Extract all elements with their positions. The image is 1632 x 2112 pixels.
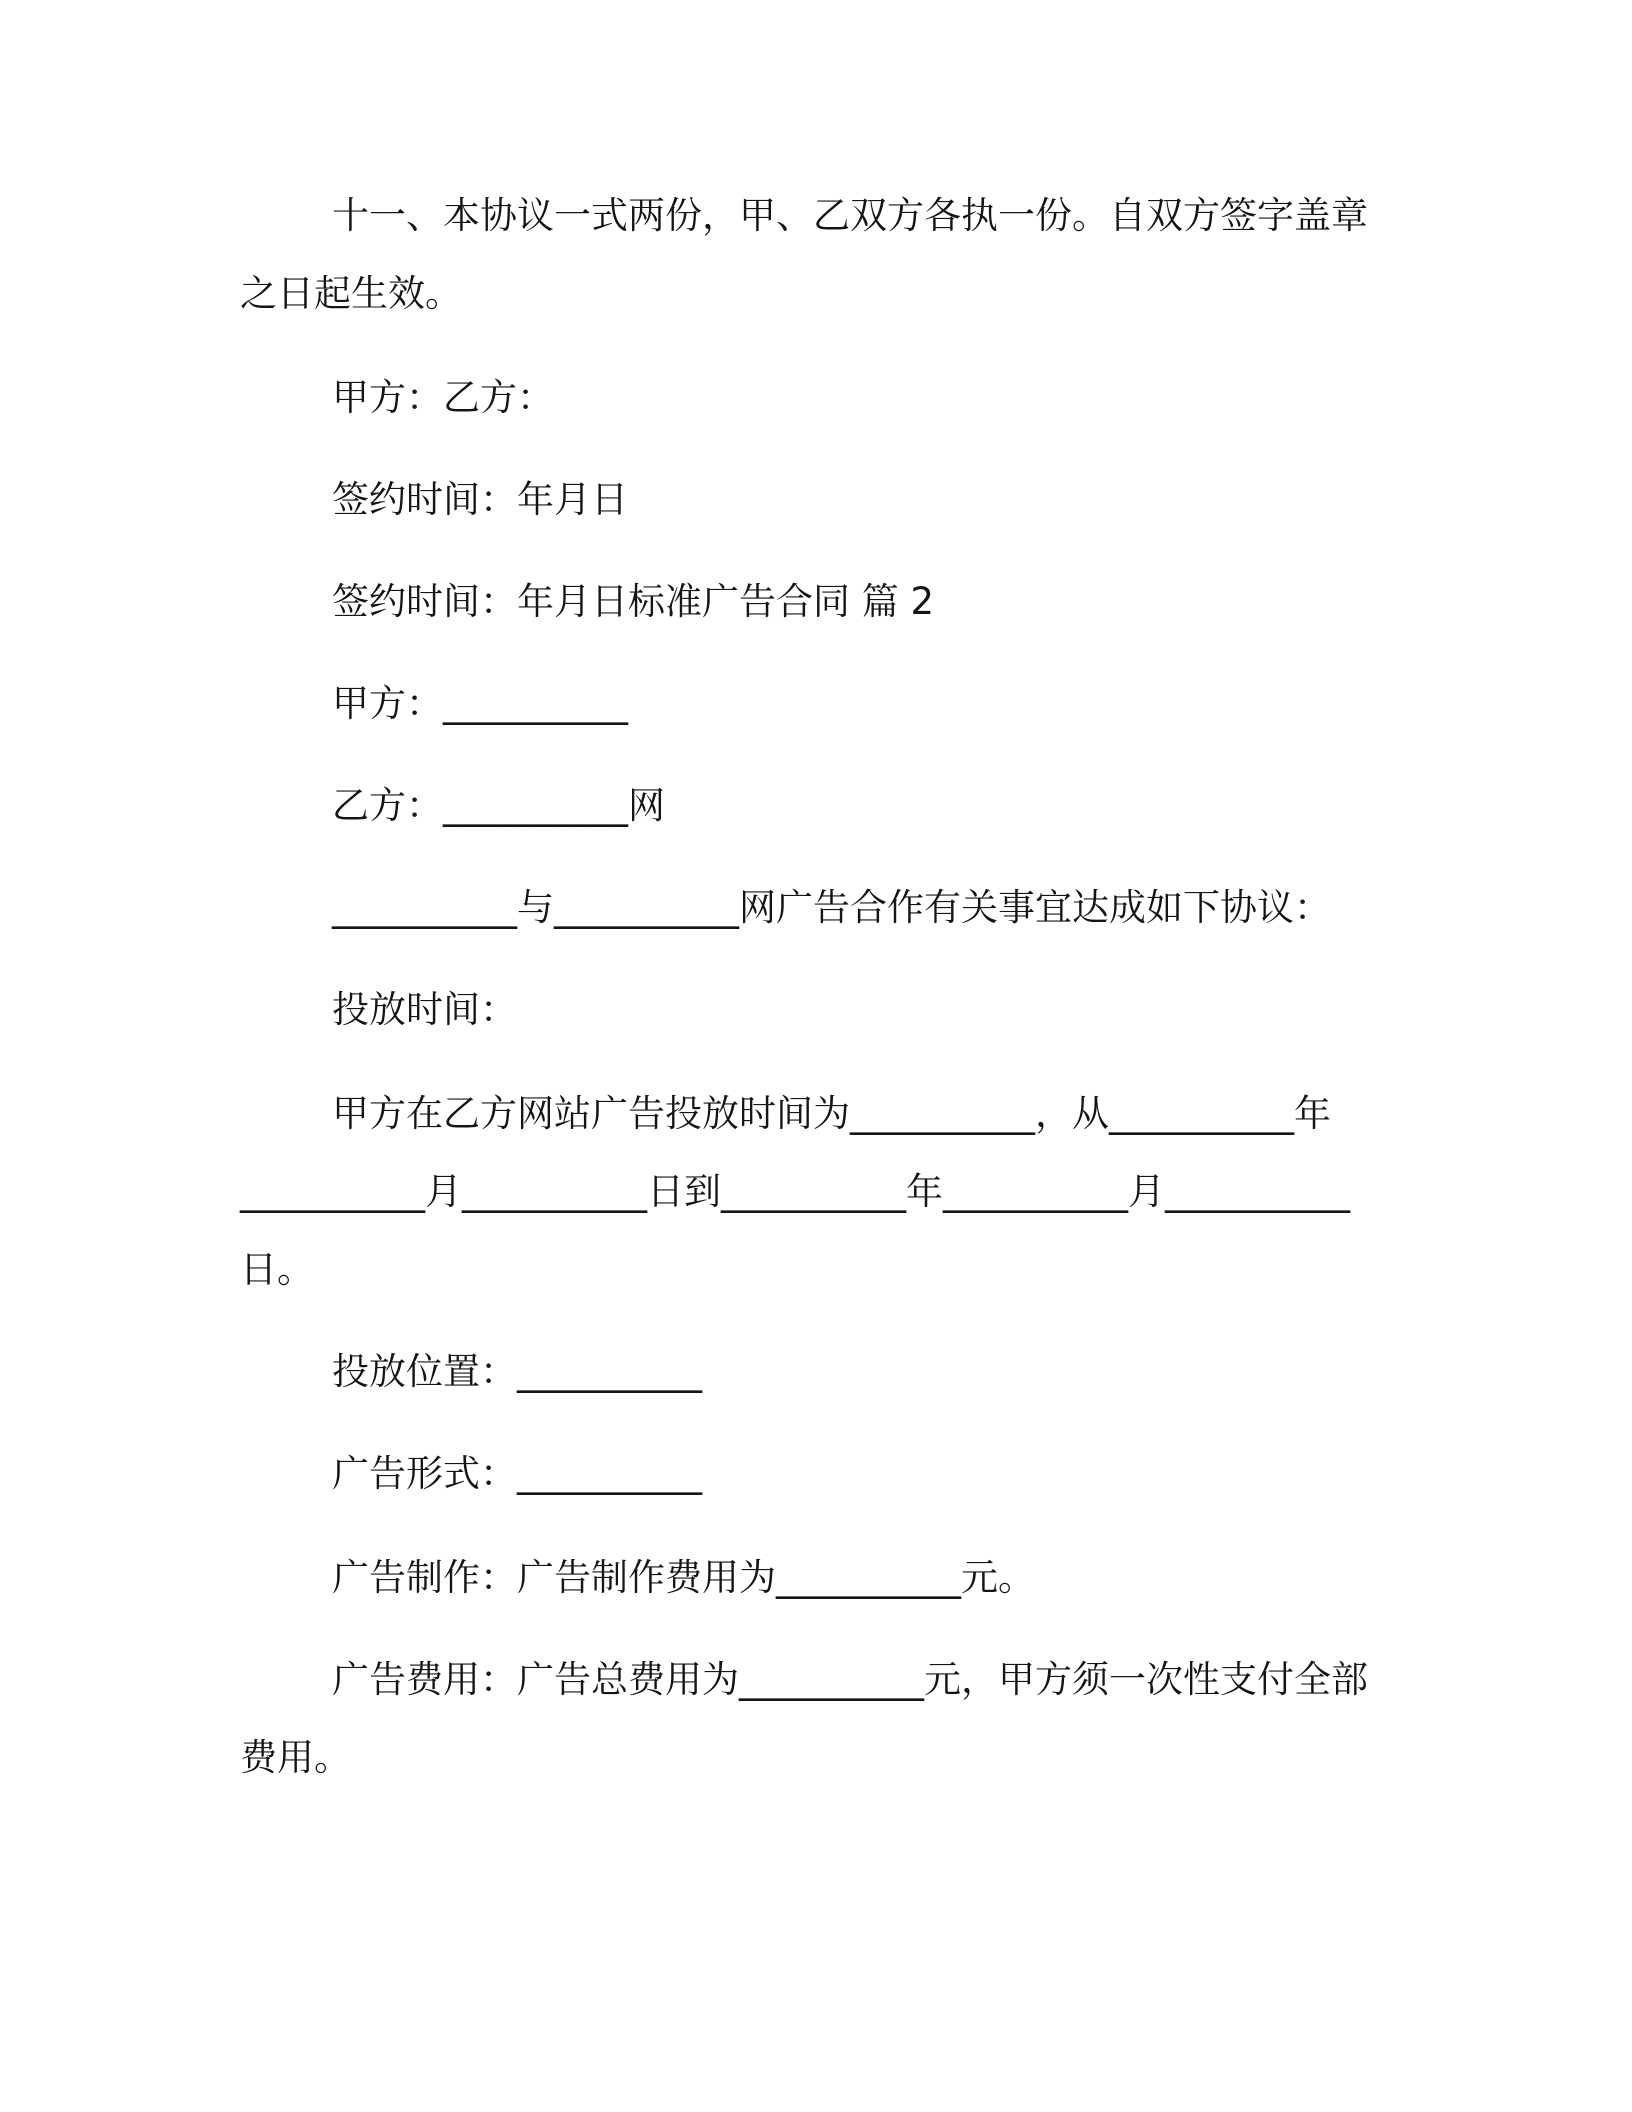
signing-date-1: 签约时间：年月日 [332, 478, 628, 521]
agreement-intro: __________与__________网广告合作有关事宜达成如下协议： [332, 886, 1331, 929]
clause-eleven-line-2: 之日起生效。 [240, 272, 462, 315]
signing-date-2-with-heading: 签约时间：年月日标准广告合同 篇 2 [332, 580, 935, 623]
party-a: 甲方：__________ [332, 682, 628, 725]
placement-time-line-3: 日。 [240, 1248, 314, 1291]
ad-format: 广告形式：__________ [332, 1452, 702, 1495]
placement-time-line-2: __________月__________日到__________年__________月__________ [240, 1170, 1350, 1213]
placement-time-heading: 投放时间： [332, 988, 517, 1031]
party-signatures: 甲方：乙方： [332, 376, 554, 419]
ad-production: 广告制作：广告制作费用为__________元。 [332, 1556, 1035, 1599]
clause-eleven-line-1: 十一、本协议一式两份，甲、乙双方各执一份。自双方签字盖章 [332, 194, 1368, 237]
placement-position: 投放位置：__________ [332, 1350, 702, 1393]
placement-time-line-1: 甲方在乙方网站广告投放时间为__________，从__________年 [332, 1092, 1331, 1135]
ad-fee-line-1: 广告费用：广告总费用为__________元，甲方须一次性支付全部 [332, 1658, 1368, 1701]
party-b: 乙方：__________网 [332, 784, 665, 827]
ad-fee-line-2: 费用。 [240, 1736, 351, 1779]
